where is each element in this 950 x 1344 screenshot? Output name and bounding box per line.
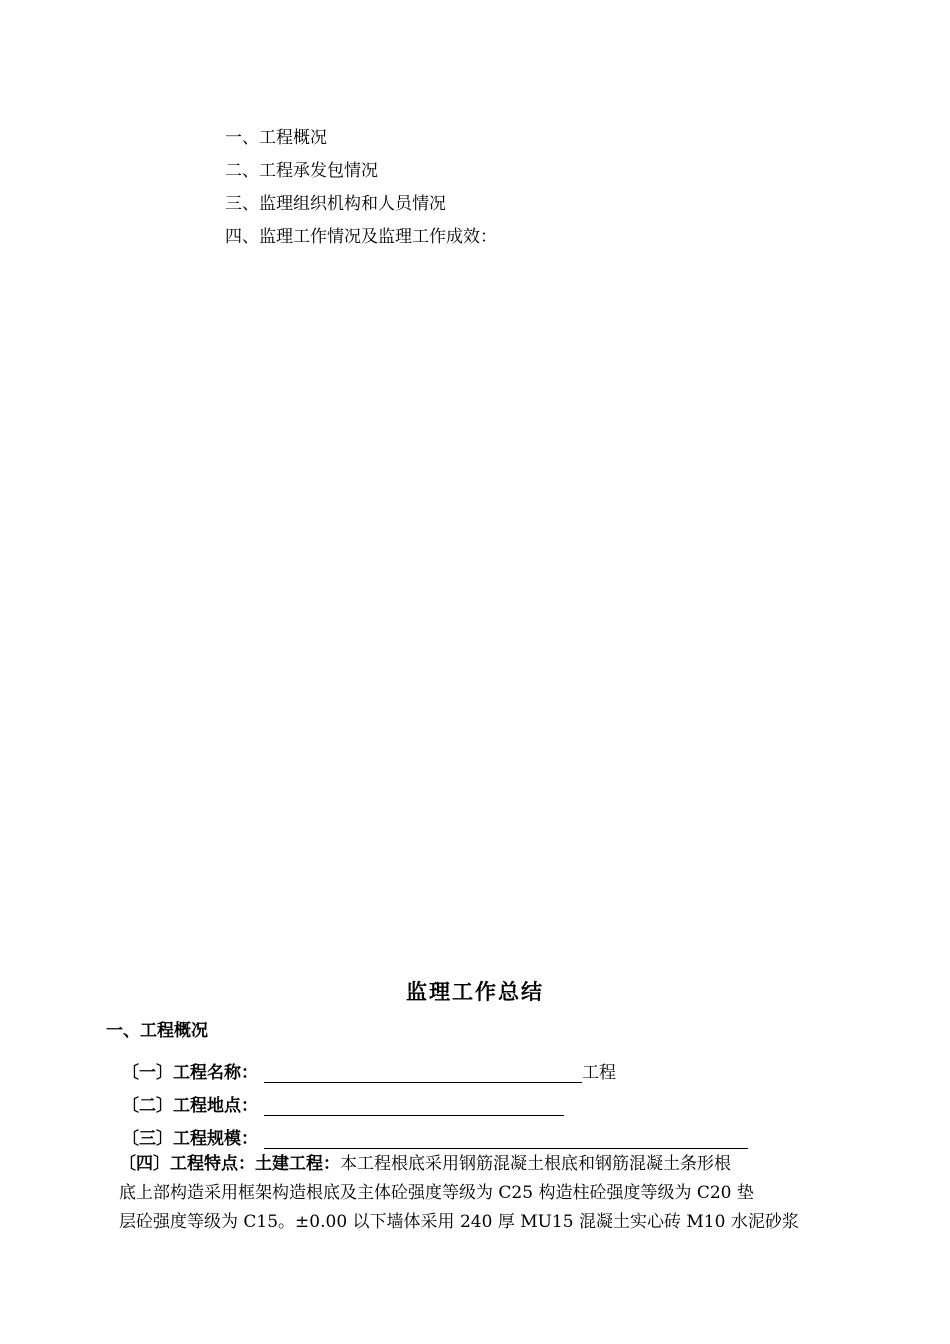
project-features-paragraph bbox=[119, 1150, 827, 1237]
section-heading-overview: 一、工程概况 bbox=[106, 1021, 208, 1041]
toc-item-3: 三、监理组织机构和人员情况 bbox=[225, 194, 446, 214]
project-scale-label: 〔三〕工程规模： bbox=[122, 1129, 258, 1149]
toc-item-4: 四、监理工作情况及监理工作成效： bbox=[225, 227, 497, 247]
project-name-blank[interactable] bbox=[264, 1062, 582, 1083]
toc-item-1: 一、工程概况 bbox=[225, 128, 327, 148]
table-of-contents bbox=[225, 122, 497, 254]
features-line-1 bbox=[119, 1150, 827, 1179]
project-location-blank[interactable] bbox=[264, 1095, 564, 1116]
project-name-label: 〔一〕工程名称： bbox=[122, 1063, 258, 1083]
project-scale-blank[interactable] bbox=[264, 1128, 748, 1149]
features-text-1: 本工程根底采用钢筋混凝土根底和钢筋混凝土条形根 bbox=[340, 1154, 731, 1174]
project-scale-field bbox=[122, 1124, 748, 1149]
toc-item-2: 二、工程承发包情况 bbox=[225, 161, 378, 181]
features-label: 〔四〕工程特点：土建工程： bbox=[119, 1154, 340, 1174]
features-line-3: 层砼强度等级为 C15。±0.00 以下墙体采用 240 厚 MU15 混凝土实心砖 M10 水泥砂浆 bbox=[119, 1212, 799, 1232]
project-name-suffix: 工程 bbox=[582, 1063, 616, 1083]
project-name-field bbox=[122, 1058, 616, 1083]
project-location-field bbox=[122, 1091, 564, 1116]
project-location-label: 〔二〕工程地点： bbox=[122, 1096, 258, 1116]
document-title: 监理工作总结 bbox=[406, 980, 544, 1004]
features-line-2: 底上部构造采用框架构造根底及主体砼强度等级为 C25 构造柱砼强度等级为 C20 垫 bbox=[119, 1183, 754, 1203]
